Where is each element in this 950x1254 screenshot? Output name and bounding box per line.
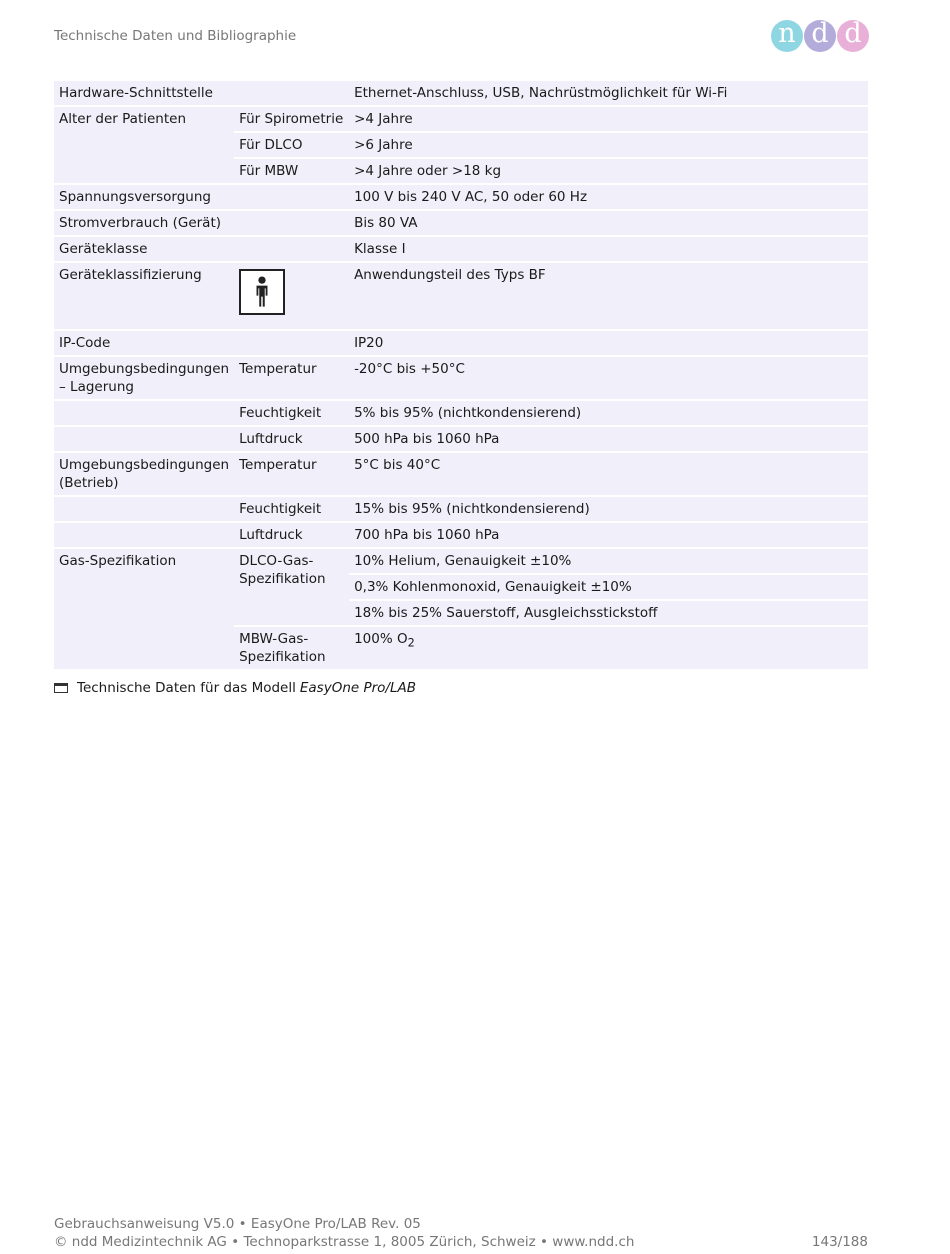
row-value: IP20 bbox=[349, 331, 868, 355]
table-row bbox=[54, 263, 868, 329]
row-value: Anwendungsteil des Typs BF bbox=[349, 263, 868, 329]
page-number: 143/188 bbox=[811, 1234, 868, 1250]
row-label: Spannungsversorgung bbox=[54, 185, 234, 209]
row-value: 18% bis 25% Sauerstoff, Ausgleichsstickstoff bbox=[349, 601, 868, 625]
row-sublabel: Für DLCO bbox=[234, 133, 349, 157]
row-sublabel: Feuchtigkeit bbox=[234, 401, 349, 425]
row-sublabel: MBW-Gas-Spezifikation bbox=[234, 627, 349, 669]
row-label: Umgebungsbedingungen (Betrieb) bbox=[54, 453, 234, 495]
row-value: Klasse I bbox=[349, 237, 868, 261]
value-subscript: 2 bbox=[407, 636, 415, 650]
technical-data-table bbox=[54, 79, 868, 671]
type-bf-applied-part-icon bbox=[239, 269, 285, 315]
caption-model: EasyOne Pro/LAB bbox=[299, 680, 416, 696]
row-sublabel: Feuchtigkeit bbox=[234, 497, 349, 521]
row-label: Hardware-Schnittstelle bbox=[54, 81, 234, 105]
row-value: >4 Jahre bbox=[349, 107, 868, 131]
table-row bbox=[54, 497, 868, 521]
table-row bbox=[54, 357, 868, 399]
row-value: 5°C bis 40°C bbox=[349, 453, 868, 495]
table-row bbox=[54, 549, 868, 573]
footer-line-2: © ndd Medizintechnik AG • Technoparkstrasse 1, 8005 Zürich, Schweiz • www.ndd.ch bbox=[54, 1234, 635, 1250]
table-row bbox=[54, 211, 868, 235]
row-sublabel: Für MBW bbox=[234, 159, 349, 183]
row-label: Umgebungsbedingungen – Lagerung bbox=[54, 357, 234, 399]
row-value: 10% Helium, Genauigkeit ±10% bbox=[349, 549, 868, 573]
table-row bbox=[54, 185, 868, 209]
row-value bbox=[349, 627, 868, 669]
footer-line-1: Gebrauchsanweisung V5.0 • EasyOne Pro/LAB Rev. 05 bbox=[54, 1216, 421, 1232]
row-value: -20°C bis +50°C bbox=[349, 357, 868, 399]
row-value: 15% bis 95% (nichtkondensierend) bbox=[349, 497, 868, 521]
logo-letter-d1: d bbox=[804, 20, 836, 52]
table-row bbox=[54, 81, 868, 105]
row-sublabel: Temperatur bbox=[234, 453, 349, 495]
table-caption bbox=[54, 680, 416, 696]
row-value: Ethernet-Anschluss, USB, Nachrüstmöglichkeit für Wi-Fi bbox=[349, 81, 868, 105]
row-value: >6 Jahre bbox=[349, 133, 868, 157]
row-sublabel: Für Spirometrie bbox=[234, 107, 349, 131]
table-row bbox=[54, 453, 868, 495]
page-header-title: Technische Daten und Bibliographie bbox=[54, 28, 297, 44]
row-sublabel bbox=[234, 81, 349, 105]
ndd-logo bbox=[771, 20, 871, 54]
table-row bbox=[54, 237, 868, 261]
row-value: 0,3% Kohlenmonoxid, Genauigkeit ±10% bbox=[349, 575, 868, 599]
page-footer bbox=[54, 1215, 868, 1251]
value-main: 100% O bbox=[354, 631, 408, 647]
row-label: IP-Code bbox=[54, 331, 234, 355]
logo-letter-d2: d bbox=[837, 20, 869, 52]
row-label: Stromverbrauch (Gerät) bbox=[54, 211, 234, 235]
row-label: Alter der Patienten bbox=[54, 107, 234, 183]
row-sublabel: Luftdruck bbox=[234, 427, 349, 451]
table-row bbox=[54, 523, 868, 547]
row-value: 500 hPa bis 1060 hPa bbox=[349, 427, 868, 451]
row-value: 100 V bis 240 V AC, 50 oder 60 Hz bbox=[349, 185, 868, 209]
row-value: >4 Jahre oder >18 kg bbox=[349, 159, 868, 183]
row-value: 5% bis 95% (nichtkondensierend) bbox=[349, 401, 868, 425]
row-sublabel: DLCO-Gas-Spezifikation bbox=[234, 549, 349, 625]
table-row bbox=[54, 107, 868, 131]
row-label: Gas-Spezifikation bbox=[54, 549, 234, 669]
table-icon bbox=[54, 683, 68, 693]
row-label: Geräteklassifizierung bbox=[54, 263, 234, 329]
row-sublabel: Temperatur bbox=[234, 357, 349, 399]
row-value: Bis 80 VA bbox=[349, 211, 868, 235]
row-label: Geräteklasse bbox=[54, 237, 234, 261]
table-row bbox=[54, 427, 868, 451]
row-value: 700 hPa bis 1060 hPa bbox=[349, 523, 868, 547]
table-row bbox=[54, 331, 868, 355]
caption-text: Technische Daten für das Modell bbox=[77, 680, 296, 696]
table-row bbox=[54, 401, 868, 425]
logo-letter-n: n bbox=[771, 20, 803, 52]
row-sublabel: Luftdruck bbox=[234, 523, 349, 547]
